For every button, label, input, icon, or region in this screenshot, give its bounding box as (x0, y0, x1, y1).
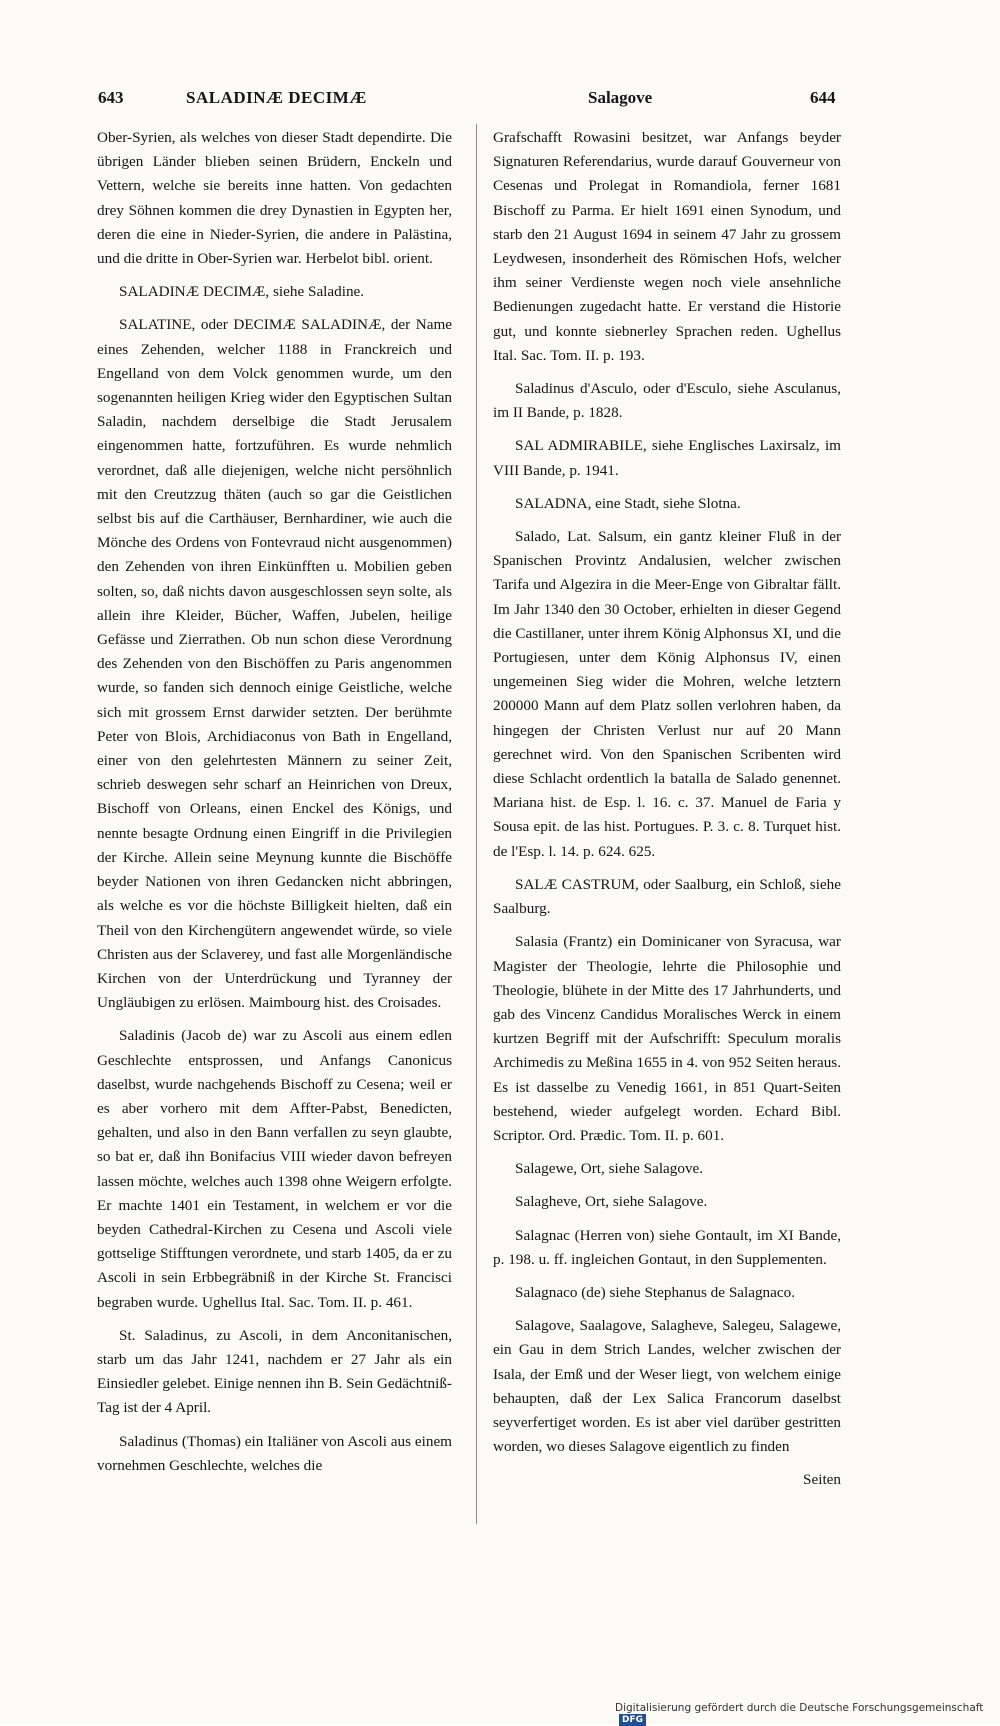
entry-salagewe: Salagewe, Ort, siehe Salagove. (515, 1160, 704, 1178)
dfg-logo: DFG (619, 1714, 646, 1726)
entry-saladinae-decimae: SALADINÆ DECIMÆ, siehe Saladine. (119, 283, 365, 301)
entry-salatine: SALATINE, oder DECIMÆ SALADINÆ, der Name eines Zehenden, welcher 1188 in Franckreich und Engelland von dem Volck genommen wurde, um den sogenannten heiligen Krieg wider den Egyptischen Sultan Saladin, nachdem derselbige die Stadt Jerusalem eingenommen hatte, fortzuführen. Es wurde nehmlich verordnet, daß alle diejenigen, welche nicht persöhnlich mit den Creutzzug thäten (auch so gar die Geistlichen selbst bis auf die Carthäuser, Bernhardiner, wie auch die Mönche des Ordens von Fontevraud nicht ausgenommen) den Zehenden von ihren Einkünfften u. Mobilien geben solten, so, daß nichts davon ausgeschlossen seyn solte, als allein ihre Kleider, Bücher, Waffen, Jubelen, heilige Gefässe und Zierrathen. Ob nun schon diese Verordnung des Zehenden von den Bischöffen zu Paris angenommen wurde, so fanden sich dennoch einige Geistliche, welche sich mit grossem Ernst darwider setzten. Der berühmte Peter von Blois, Archidiaconus von Bath in Engelland, einer von den gelehrtesten Männern zu seiner Zeit, schrieb deswegen sehr scharf an Heinrichen von Dreux, Bischoff von Orleans, einen Enckel des Königs, und nennte besagte Ordnung einen Eingriff in die Privilegien der Kirche. Allein seine Meynung kunnte die Bischöffe beyder Nationen von ihren Gedancken nicht abbringen, als welche es vor die höchste Billigkeit hielten, daß ein Theil von den Kirchengütern angewendet würde, so viele Christen aus der Sclaverey, und fast alle Morgenländische Kirchen von der Unterdrückung und Tyranney der Ungläubigen zu erlösen. Maimbourg hist. des Croisades. (97, 316, 452, 1012)
column-divider (476, 124, 477, 1524)
entry-salasia: Salasia (Frantz) ein Dominicaner von Syracusa, war Magister der Theologie, lehrte die Philosophie und Theologie, blühete in der Mitte des 17 Jahrhunderts, und gab des Vincenz Candidus Moralisches Werck in einem kurtzen Begriff mit der Aufschrifft: Speculum moralis Archimedis zu Meßina 1655 in 4. von 952 Seiten heraus. Es ist dasselbe zu Venedig 1661, in 851 Quart-Seiten bestehend, wieder aufgelegt worden. Echard Bibl. Scriptor. Ord. Prædic. Tom. II. p. 601. (493, 933, 841, 1144)
entry-sal-admirabile: SAL ADMIRABILE, siehe Englisches Laxirsalz, im VIII Bande, p. 1941. (493, 437, 841, 479)
entry-saladinus-thomas: Saladinus (Thomas) ein Italiäner von Ascoli aus einem vornehmen Geschlechte, welches die (97, 1432, 452, 1474)
entry-salagheve: Salagheve, Ort, siehe Salagove. (515, 1193, 708, 1211)
entry-salado: Salado, Lat. Salsum, ein gantz kleiner Fluß in der Spanischen Provintz Andalusien, welcher zwischen Tarifa und Algezira in die Meer-Enge von Gibraltar fällt. Im Jahr 1340 den 30 October, erhielten in dieser Gegend die Castillaner, unter ihrem König Alphonsus XI, und die Portugiesen, unter dem König Alphonsus IV, einen ungemeinen Sieg wider die Mohren, welche letztern 200000 Mann auf dem Platz sollen verlohren haben, da hingegen der Christen Verlust nur auf 20 Mann gerechnet wird. Von den Spanischen Scribenten wird diese Schlacht ordentlich la batalla de Salado genennet. Mariana hist. de Esp. l. 16. c. 37. Manuel de Faria y Sousa epit. de las hist. Portugues. P. 3. c. 8. Turquet hist. de l'Esp. l. 14. p. 624. 625. (493, 528, 841, 860)
left-column (97, 126, 452, 1487)
entry-st-saladinus: St. Saladinus, zu Ascoli, in dem Anconitanischen, starb um das Jahr 1241, nachdem er 27 Jahr als ein Einsiedler gelebet. Einige nennen ihn B. Sein Gedächtniß-Tag ist der 4 April. (97, 1326, 452, 1417)
entry-continuation-right: Grafschafft Rowasini besitzet, war Anfangs beyder Signaturen Referendarius, wurde darauf Gouverneur von Cesenas und Prolegat in Romandiola, ferner 1681 Bischoff zu Parma. Er hielt 1691 einen Synodum, und starb den 21 August 1694 in seinem 47 Jahr zu grossem Leydwesen, insonderheit des Römischen Hofs, welcher ihm seiner Verdienste wegen noch viele ansehnliche Bedienungen zugedacht hatte. Er verstand die Historie gut, und konnte siebnerley Sprachen reden. Ughellus Ital. Sac. Tom. II. p. 193. (493, 129, 841, 364)
right-running-title: Salagove (588, 88, 653, 107)
entry-salae-castrum: SALÆ CASTRUM, oder Saalburg, ein Schloß, siehe Saalburg. (493, 875, 841, 918)
entry-salagove: Salagove, Saalagove, Salagheve, Salegeu, Salagewe, ein Gau in dem Strich Landes, welcher zwischen der Isala, der Emß und der Weser liegt, von welchem einige behaupten, daß der Lex Salica Francorum daselbst seyverfertiget worden. Es ist aber viel darüber gestritten worden, wo dieses Salagove eigentlich zu finden (493, 1317, 841, 1456)
right-page-number: 644 (810, 88, 836, 107)
catchword: Seiten (803, 1471, 841, 1489)
digitization-footer (615, 1702, 1000, 1725)
entry-continuation: Ober-Syrien, als welches von dieser Stadt dependirte. Die übrigen Länder blieben seinen Brüdern, Enckeln und Vettern, welche sie bereits inne hatten. Von gedachten drey Söhnen kommen die drey Dynastien in Egypten her, deren die eine in Nieder-Syrien, die andere in Palästina, und die dritte in Ober-Syrien war. Herbelot bibl. orient. (97, 129, 452, 268)
running-header (98, 88, 848, 114)
footer-credit: Digitalisierung gefördert durch die Deutsche Forschungsgemeinschaft (615, 1702, 984, 1714)
left-page-number: 643 (98, 88, 124, 107)
right-column (493, 126, 841, 1493)
entry-salagnaco: Salagnaco (de) siehe Stephanus de Salagnaco. (515, 1283, 796, 1301)
entry-saladinis-jacob: Saladinis (Jacob de) war zu Ascoli aus einem edlen Geschlechte entsprossen, und Anfangs Canonicus daselbst, wurde nachgehends Bischoff zu Cesena; weil er es aber vorhero mit dem Affter-Pabst, Benedicten, gehalten, und also in den Bann verfallen zu seyn glaubte, so bat er, daß ihn Bonifacius VIII wieder davon befreyen lassen möchte, welches auch 1398 ohne Weigern erfolgte. Er machte 1401 ein Testament, in welchem er vor die beyden Cathedral-Kirchen zu Cesena und Ascoli viele gottselige Stifftungen verordnete, und starb 1405, da er zu Ascoli in sein Erbbegräbniß in der Kirche St. Francisci begraben wurde. Ughellus Ital. Sac. Tom. II. p. 461. (97, 1027, 452, 1311)
entry-saladna: SALADNA, eine Stadt, siehe Slotna. (515, 494, 741, 512)
entry-saladinus-dasculo: Saladinus d'Asculo, oder d'Esculo, siehe Asculanus, im II Bande, p. 1828. (493, 380, 841, 422)
entry-salagnac: Salagnac (Herren von) siehe Gontault, im XI Bande, p. 198. u. ff. ingleichen Gontaut, in den Supplementen. (493, 1226, 841, 1268)
left-running-title: SALADINÆ DECIMÆ (186, 88, 367, 107)
